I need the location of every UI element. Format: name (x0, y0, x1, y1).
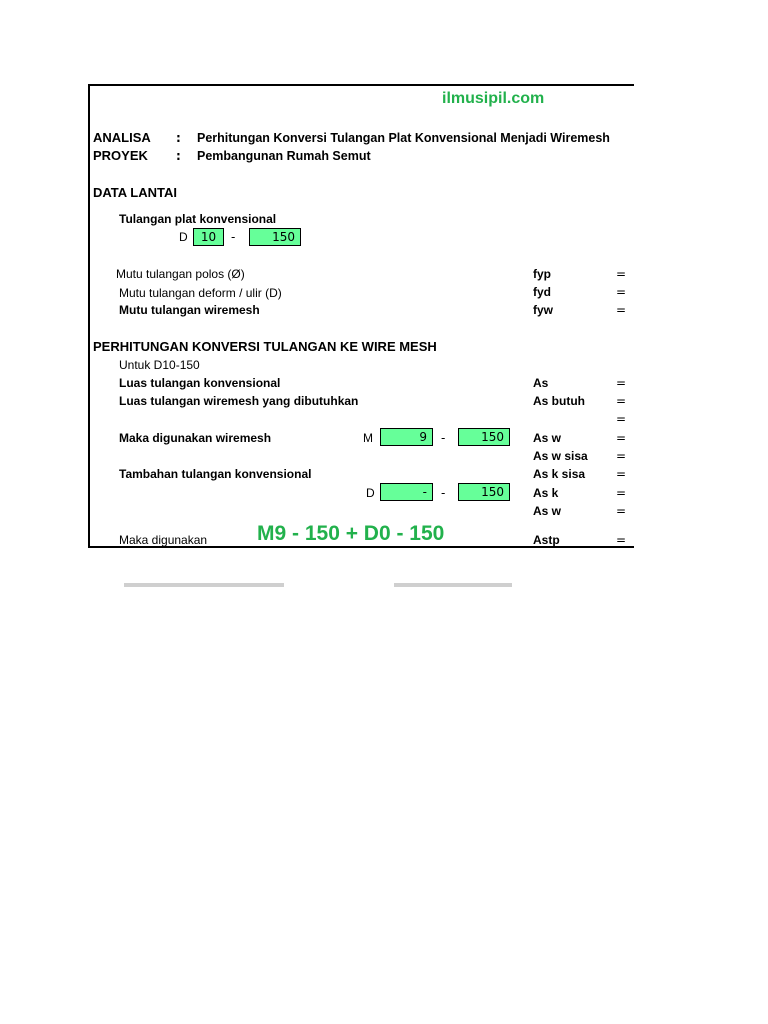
final-result: M9 - 150 + D0 - 150 (257, 522, 445, 545)
bar-dash: - (231, 230, 236, 244)
untuk-d10-150: Untuk D10-150 (119, 358, 200, 372)
proyek-value: Pembangunan Rumah Semut (197, 149, 371, 163)
cutoff-text-fragment (124, 583, 284, 587)
wiremesh-spacing-cell[interactable]: 150 (458, 428, 510, 446)
tulangan-konvensional-subheading: Tulangan plat konvensional (119, 212, 277, 226)
bar-spacing-cell[interactable]: 150 (249, 228, 301, 246)
wiremesh-sisa-symbol: As w sisa (533, 449, 588, 463)
tambahan-prefix-d: D (366, 486, 375, 500)
wiremesh-diameter-cell[interactable]: 9 (380, 428, 433, 446)
site-name: ilmusipil.com (442, 90, 545, 107)
bar-diameter-cell[interactable]: 10 (193, 228, 224, 246)
tambahan-ak-symbol: As k (533, 486, 559, 500)
data-lantai-heading: DATA LANTAI (93, 185, 177, 200)
tambahan-ak-eq: = (616, 486, 627, 500)
mutu-deform-label: Mutu tulangan deform / ulir (D) (119, 286, 282, 300)
wiremesh-label: Maka digunakan wiremesh (119, 431, 272, 445)
bar-prefix-d: D (179, 230, 188, 244)
tambahan-spacing-cell[interactable]: 150 (458, 483, 510, 501)
mutu-polos-symbol: fyp (533, 267, 551, 281)
mutu-polos-label: Mutu tulangan polos (Ø) (116, 267, 245, 281)
final-eq: = (616, 533, 627, 547)
analisa-label: ANALISA (93, 130, 151, 145)
luas-konvensional-label: Luas tulangan konvensional (119, 376, 281, 390)
cutoff-text-fragment (394, 583, 512, 587)
tambahan-eq: = (616, 467, 627, 481)
mutu-wiremesh-eq: = (616, 303, 627, 317)
proyek-label: PROYEK (93, 148, 148, 163)
mutu-deform-eq: = (616, 285, 627, 299)
wiremesh-dash: - (441, 431, 446, 445)
luas-konvensional-symbol: As (533, 376, 549, 390)
wiremesh-symbol: As w (533, 431, 562, 445)
tambahan-label: Tambahan tulangan konvensional (119, 467, 312, 481)
mutu-wiremesh-symbol: fyw (533, 303, 554, 317)
final-label: Maka digunakan (119, 533, 208, 547)
luas-wiremesh-eq: = (616, 394, 627, 408)
mutu-polos-eq: = (616, 267, 627, 281)
tambahan-dash: - (441, 486, 446, 500)
wiremesh-sisa-eq: = (616, 449, 627, 463)
proyek-colon: : (176, 149, 181, 163)
luas-konvensional-eq: = (616, 376, 627, 390)
tambahan-symbol: As k sisa (533, 467, 586, 481)
analisa-colon: : (176, 131, 181, 145)
wiremesh-eq: = (616, 431, 627, 445)
mutu-deform-symbol: fyd (533, 285, 551, 299)
luas-wiremesh-label: Luas tulangan wiremesh yang dibutuhkan (119, 394, 359, 408)
tambahan-aw-symbol: As w (533, 504, 562, 518)
tambahan-aw-eq: = (616, 504, 627, 518)
final-symbol: Astp (533, 533, 560, 547)
tambahan-diameter-cell[interactable]: - (380, 483, 433, 501)
analisa-value: Perhitungan Konversi Tulangan Plat Konvensional Menjadi Wiremesh (197, 131, 610, 145)
blank-row-eq: = (616, 412, 627, 426)
mutu-wiremesh-label: Mutu tulangan wiremesh (119, 303, 260, 317)
luas-wiremesh-symbol: As butuh (533, 394, 585, 408)
wiremesh-prefix-m: M (363, 431, 373, 445)
konversi-heading: PERHITUNGAN KONVERSI TULANGAN KE WIRE MESH (93, 339, 437, 354)
